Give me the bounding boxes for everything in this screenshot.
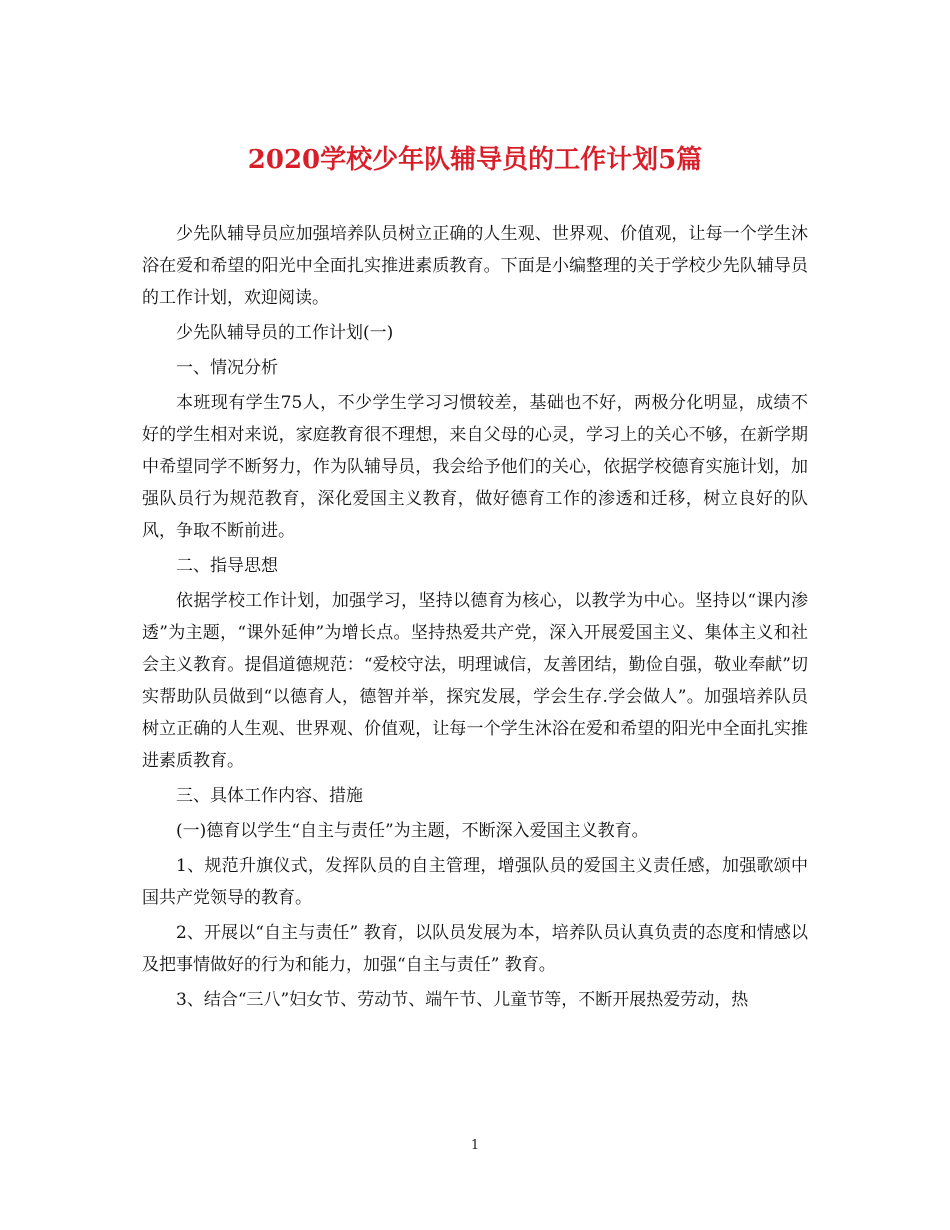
list-item-flag-ceremony: 1、规范升旗仪式，发挥队员的自主管理，增强队员的爱国主义责任感，加强歌颂中国共产党领导的教育。 (142, 856, 808, 908)
section-heading-situation-analysis: 一、情况分析 (176, 358, 278, 378)
list-item-autonomy-responsibility: 2、开展以“自主与责任” 教育，以队员发展为本，培养队员认真负责的态度和情感以及把事情做好的行为和能力，加强“自主与责任” 教育。 (142, 923, 808, 975)
list-item-festivals: 3、结合“三八”妇女节、劳动节、端午节、儿童节等，不断开展热爱劳动，热 (176, 990, 749, 1010)
guiding-ideology-paragraph: 依据学校工作计划，加强学习，坚持以德育为核心，以教学为中心。坚持以“课内渗透”为主题，“课外延伸”为增长点。坚持热爱共产党，深入开展爱国主义、集体主义和社会主义教育。提倡道德规范：“爱校守法，明理诚信，友善团结，勤俭自强，敬业奉献”切实帮助队员做到“以德育人，德智并举，探究发展，学会生存.学会做人”。加强培养队员树立正确的人生观、世界观、价值观，让每一个学生沐浴在爱和希望的阳光中全面扎实推进素质教育。 (142, 591, 808, 771)
section-heading-work-content: 三、具体工作内容、措施 (176, 786, 363, 806)
subsection-heading-moral-education: (一)德育以学生“自主与责任”为主题，不断深入爱国主义教育。 (176, 821, 649, 841)
section-heading-plan-one: 少先队辅导员的工作计划(一) (176, 323, 394, 343)
intro-paragraph: 少先队辅导员应加强培养队员树立正确的人生观、世界观、价值观，让每一个学生沐浴在爱和希望的阳光中全面扎实推进素质教育。下面是小编整理的关于学校少先队辅导员的工作计划，欢迎阅读。 (142, 224, 808, 308)
situation-analysis-paragraph: 本班现有学生75人，不少学生学习习惯较差，基础也不好，两极分化明显，成绩不好的学生相对来说，家庭教育很不理想，来自父母的心灵，学习上的关心不够，在新学期中希望同学不断努力，作为队辅导员，我会给予他们的关心，依据学校德育实施计划，加强队员行为规范教育，深化爱国主义教育，做好德育工作的渗透和迁移，树立良好的队风，争取不断前进。 (142, 393, 808, 541)
document-body (142, 218, 808, 1016)
document-title: 2020学校少年队辅导员的工作计划5篇 (247, 145, 703, 175)
page-number: 1 (470, 1138, 480, 1153)
section-heading-guiding-ideology: 二、指导思想 (176, 556, 278, 576)
